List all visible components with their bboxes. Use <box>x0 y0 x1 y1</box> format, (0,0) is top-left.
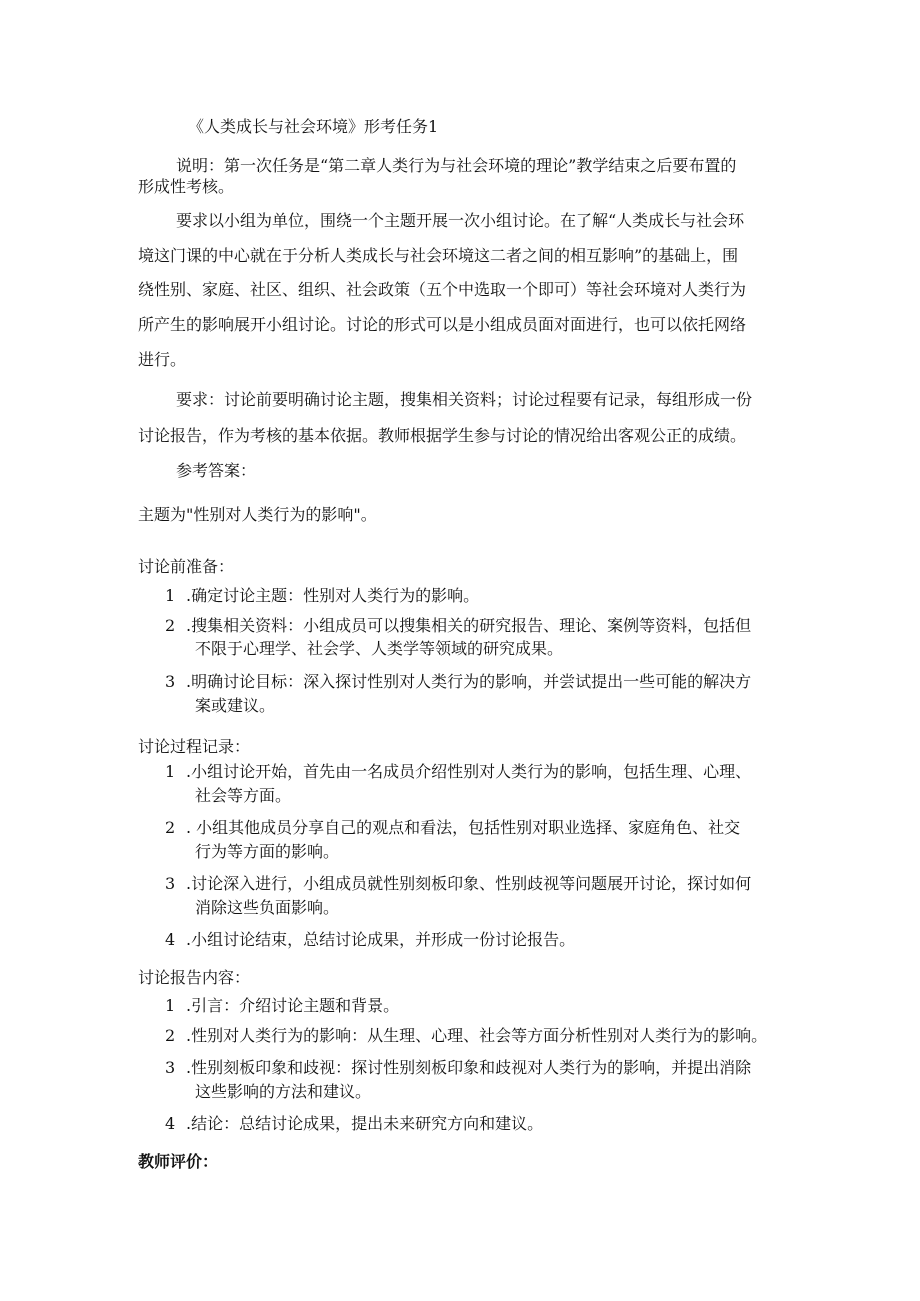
report-item-text: .性别对人类行为的影响：从生理、心理、社会等方面分析性别对人类行为的影响。 <box>186 1026 768 1045</box>
prep-item-number: 1 <box>165 586 176 605</box>
requirement2-line-1: 要求：讨论前要明确讨论主题，搜集相关资料；讨论过程要有记录，每组形成一份 <box>176 390 753 409</box>
topic-line: 主题为"性别对人类行为的影响"。 <box>138 505 377 524</box>
process-item-text-cont: 行为等方面的影响。 <box>195 842 340 861</box>
document-title: 《人类成长与社会环境》形考任务1 <box>188 117 439 136</box>
prep-item-text-cont: 不限于心理学、社会学、人类学等领域的研究成果。 <box>195 639 564 658</box>
prep-item-text: .确定讨论主题：性别对人类行为的影响。 <box>186 586 480 605</box>
process-item-text-cont: 社会等方面。 <box>195 786 292 805</box>
requirement1-line-3: 绕性别、家庭、社区、组织、社会政策（五个中选取一个即可）等社会环境对人类行为 <box>138 280 747 299</box>
report-item-number: 1 <box>165 996 176 1015</box>
prep-item-text: .明确讨论目标：深入探讨性别对人类行为的影响，并尝试提出一些可能的解决方 <box>186 672 752 691</box>
process-item-text: .讨论深入进行，小组成员就性别刻板印象、性别歧视等问题展开讨论，探讨如何 <box>186 874 752 893</box>
report-item-text: .引言：介绍讨论主题和背景。 <box>186 996 400 1015</box>
requirement1-line-2: 境这门课的中心就在于分析人类成长与社会环境这二者之间的相互影响”的基础上，围 <box>138 246 739 265</box>
report-item-number: 2 <box>165 1026 176 1045</box>
prep-item-number: 3 <box>165 672 176 691</box>
answer-label: 参考答案： <box>176 461 257 480</box>
process-item-number: 2 <box>165 818 176 837</box>
report-item-text: .结论：总结讨论成果，提出未来研究方向和建议。 <box>186 1114 544 1133</box>
process-item-text: .小组讨论结束，总结讨论成果，并形成一份讨论报告。 <box>186 930 576 949</box>
process-item-number: 1 <box>165 762 176 781</box>
report-item-number: 4 <box>165 1114 176 1133</box>
intro-line-2: 形成性考核。 <box>138 177 235 196</box>
requirement2-line-2: 讨论报告，作为考核的基本依据。教师根据学生参与讨论的情况给出客观公正的成绩。 <box>138 426 747 445</box>
process-item-text: . 小组其他成员分享自己的观点和看法，包括性别对职业选择、家庭角色、社交 <box>186 818 741 837</box>
process-item-text-cont: 消除这些负面影响。 <box>195 898 340 917</box>
prep-item-text-cont: 案或建议。 <box>195 696 276 715</box>
requirement1-line-1: 要求以小组为单位，围绕一个主题开展一次小组讨论。在了解“人类成长与社会环 <box>176 211 745 230</box>
process-item-number: 4 <box>165 930 176 949</box>
process-item-text: .小组讨论开始，首先由一名成员介绍性别对人类行为的影响，包括生理、心理、 <box>186 762 752 781</box>
requirement1-line-4: 所产生的影响展开小组讨论。讨论的形式可以是小组成员面对面进行，也可以依托网络 <box>138 315 747 334</box>
report-item-text-cont: 这些影响的方法和建议。 <box>195 1082 372 1101</box>
prep-item-number: 2 <box>165 616 176 635</box>
report-item-text: .性别刻板印象和歧视：探讨性别刻板印象和歧视对人类行为的影响，并提出消除 <box>186 1058 752 1077</box>
report-heading: 讨论报告内容： <box>138 968 251 987</box>
teacher-eval-heading: 教师评价： <box>138 1152 219 1171</box>
process-item-number: 3 <box>165 874 176 893</box>
process-heading: 讨论过程记录： <box>138 737 251 756</box>
report-item-number: 3 <box>165 1058 176 1077</box>
prep-item-text: .搜集相关资料：小组成员可以搜集相关的研究报告、理论、案例等资料，包括但 <box>186 616 752 635</box>
requirement1-line-5: 进行。 <box>138 350 187 369</box>
prep-heading: 讨论前准备： <box>138 557 235 576</box>
intro-line-1: 说明：第一次任务是“第二章人类行为与社会环境的理论”教学结束之后要布置的 <box>176 156 737 175</box>
